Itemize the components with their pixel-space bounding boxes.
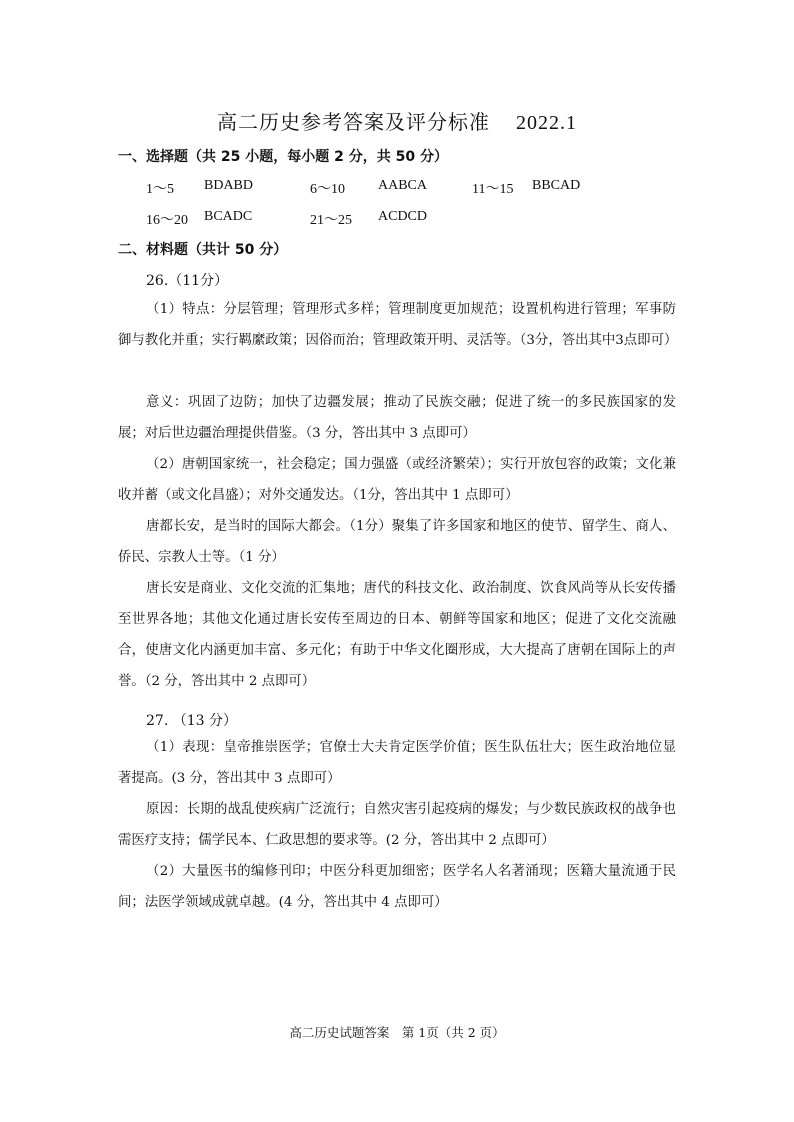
choice-answers: ACDCD — [378, 209, 428, 224]
choice-answers: BCADC — [204, 209, 253, 224]
q27-part1-causes: 原因：长期的战乱使疾病广泛流行；自然灾害引起疫病的爆发；与少数民族政权的战争也需医疗支持；儒学民本、仁政思想的要求等。(2 分，答出其中 2 点即可） — [118, 802, 676, 848]
choice-answers: BBCAD — [532, 178, 581, 193]
q27-part1-performance: （1）表现：皇帝推崇医学；官僚士大夫肯定医学价值；医生队伍壮大；医生政治地位显著提高。(3 分，答出其中 3 点即可） — [118, 740, 676, 786]
choice-range: 11～15 — [472, 182, 514, 197]
section-choice-heading: 一、选择题（共 25 小题，每小题 2 分，共 50 分） — [118, 149, 448, 165]
page-title — [0, 106, 794, 135]
title-year: 2022.1 — [516, 112, 577, 134]
q27-part2-achievements: （2）大量医书的编修刊印；中医分科更加细密；医学名人名著涌现；医籍大量流通于民间；法医学领域成就卓越。(4 分，答出其中 4 点即可） — [118, 864, 676, 910]
title-text: 高二历史参考答案及评分标准 — [217, 110, 490, 134]
q26-part2-changan: 唐都长安，是当时的国际大都会。（1分）聚集了许多国家和地区的使节、留学生、商人、侨民、宗教人士等。（1 分） — [118, 519, 676, 565]
choice-answers: AABCA — [378, 178, 428, 193]
choice-range: 1～5 — [146, 182, 174, 197]
section-material-heading: 二、材料题（共计 50 分） — [118, 242, 288, 258]
q27-heading: 27. （13 分） — [146, 713, 237, 729]
page-footer: 高二历史试题答案 第 1页（共 2 页） — [289, 1025, 505, 1040]
choice-range: 21～25 — [310, 213, 352, 228]
choice-answers: BDABD — [204, 178, 254, 193]
q26-heading: 26.（11分） — [146, 273, 229, 289]
choice-range: 6～10 — [310, 182, 345, 197]
q26-part1-features: （1）特点：分层管理；管理形式多样；管理制度更加规范；设置机构进行管理；军事防御与教化并重；实行羁縻政策；因俗而治；管理政策开明、灵活等。（3分，答出其中3点即可） — [118, 302, 678, 348]
q26-part2-reasons: （2）唐朝国家统一，社会稳定；国力强盛（或经济繁荣）；实行开放包容的政策；文化兼收并蓄（或文化昌盛）；对外交通发达。（1分，答出其中 1 点即可） — [118, 457, 676, 503]
q26-part2-influence: 唐长安是商业、文化交流的汇集地；唐代的科技文化、政治制度、饮食风尚等从长安传播至世界各地；其他文化通过唐长安传至周边的日本、朝鲜等国家和地区；促进了文化交流融合，使唐文化内涵更加丰富、多元化；有助于中华文化圈形成，大大提高了唐朝在国际上的声誉。（2 分，答出其中 2 点即可） — [118, 581, 676, 689]
choice-range: 16～20 — [146, 213, 188, 228]
q26-part1-significance: 意义：巩固了边防；加快了边疆发展；推动了民族交融；促进了统一的多民族国家的发展；对后世边疆治理提供借鉴。（3 分，答出其中 3 点即可） — [118, 395, 676, 441]
